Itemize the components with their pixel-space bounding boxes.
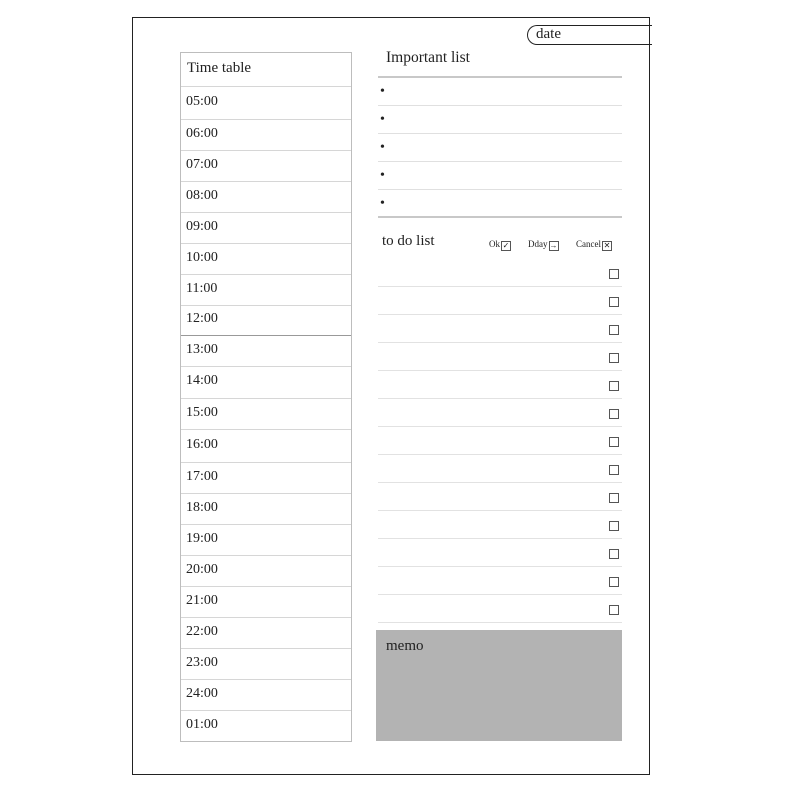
todo-checkbox[interactable]: [609, 465, 619, 475]
legend-mark-icon: →: [549, 241, 558, 250]
time-slot-label: 14:00: [186, 373, 218, 388]
time-slot-label: 19:00: [186, 531, 218, 546]
todo-row[interactable]: [378, 595, 622, 623]
time-table: [180, 52, 352, 742]
time-table-title: Time table: [187, 60, 252, 76]
time-slot-row[interactable]: [181, 429, 351, 462]
time-slot-row[interactable]: [181, 679, 351, 710]
time-slot-row[interactable]: [181, 366, 351, 398]
todo-row[interactable]: [378, 287, 622, 315]
todo-checkbox[interactable]: [609, 577, 619, 587]
time-slot-label: 12:00: [186, 311, 218, 326]
time-slot-row[interactable]: [181, 398, 351, 429]
legend-label: Dday: [528, 239, 548, 249]
todo-checkbox[interactable]: [609, 353, 619, 363]
time-slot-row[interactable]: [181, 648, 351, 679]
important-list-item[interactable]: [378, 162, 622, 190]
time-slot-row[interactable]: [181, 710, 351, 741]
todo-row[interactable]: [378, 371, 622, 399]
memo-title: memo: [386, 638, 424, 654]
todo-list-title: to do list: [382, 233, 435, 249]
time-slot-row[interactable]: [181, 617, 351, 648]
todo-checkbox[interactable]: [609, 437, 619, 447]
time-slot-label: 11:00: [186, 281, 218, 296]
time-slot-label: 16:00: [186, 437, 218, 452]
time-slot-label: 23:00: [186, 655, 218, 670]
time-slot-label: 09:00: [186, 219, 218, 234]
todo-row[interactable]: [378, 315, 622, 343]
legend-label: Ok: [489, 239, 500, 249]
legend-mark-icon: ✕: [603, 241, 611, 250]
time-slot-label: 13:00: [186, 342, 218, 357]
date-label: date: [536, 26, 561, 42]
time-slot-row[interactable]: [181, 86, 351, 119]
todo-checkbox[interactable]: [609, 605, 619, 615]
legend-ok: [489, 239, 511, 251]
important-list-item[interactable]: [378, 134, 622, 162]
time-slot-row[interactable]: [181, 181, 351, 212]
time-slot-row[interactable]: [181, 212, 351, 243]
time-slot-row[interactable]: [181, 150, 351, 181]
legend-dday: [528, 239, 559, 251]
bullet-point: •: [380, 196, 385, 211]
important-list-item[interactable]: [378, 106, 622, 134]
todo-checkbox[interactable]: [609, 269, 619, 279]
time-slot-row[interactable]: [181, 335, 351, 366]
time-slot-label: 01:00: [186, 717, 218, 732]
todo-row[interactable]: [378, 483, 622, 511]
todo-checkbox[interactable]: [609, 297, 619, 307]
todo-checkbox[interactable]: [609, 493, 619, 503]
time-slot-row[interactable]: [181, 493, 351, 524]
todo-row[interactable]: [378, 343, 622, 371]
time-slot-label: 24:00: [186, 686, 218, 701]
memo-box[interactable]: [376, 630, 622, 741]
todo-checkbox[interactable]: [609, 549, 619, 559]
todo-checkbox[interactable]: [609, 409, 619, 419]
time-slot-label: 10:00: [186, 250, 218, 265]
time-slot-row[interactable]: [181, 243, 351, 274]
important-list-item[interactable]: [378, 78, 622, 106]
time-slot-label: 15:00: [186, 405, 218, 420]
time-slot-row[interactable]: [181, 555, 351, 586]
time-slot-row[interactable]: [181, 305, 351, 335]
bullet-point: •: [380, 168, 385, 183]
time-slot-label: 18:00: [186, 500, 218, 515]
time-slot-label: 08:00: [186, 188, 218, 203]
todo-checkbox[interactable]: [609, 521, 619, 531]
todo-row[interactable]: [378, 259, 622, 287]
important-list-title: Important list: [386, 49, 470, 66]
todo-checkbox[interactable]: [609, 325, 619, 335]
legend-cancel: [576, 239, 612, 251]
time-slot-row[interactable]: [181, 586, 351, 617]
time-slot-label: 20:00: [186, 562, 218, 577]
time-slot-row[interactable]: [181, 524, 351, 555]
todo-row[interactable]: [378, 567, 622, 595]
time-slot-label: 07:00: [186, 157, 218, 172]
todo-row[interactable]: [378, 427, 622, 455]
bullet-point: •: [380, 84, 385, 99]
time-slot-label: 06:00: [186, 126, 218, 141]
todo-row[interactable]: [378, 399, 622, 427]
todo-row[interactable]: [378, 511, 622, 539]
time-slot-row[interactable]: [181, 119, 351, 150]
todo-checkbox[interactable]: [609, 381, 619, 391]
time-slot-label: 05:00: [186, 94, 218, 109]
time-slot-label: 17:00: [186, 469, 218, 484]
todo-row[interactable]: [378, 455, 622, 483]
legend-label: Cancel: [576, 239, 601, 249]
time-slot-label: 21:00: [186, 593, 218, 608]
important-list-bottom-rule: [378, 216, 622, 218]
time-slot-row[interactable]: [181, 462, 351, 493]
legend-mark-icon: ✓: [502, 241, 510, 250]
todo-row[interactable]: [378, 539, 622, 567]
date-field[interactable]: [527, 25, 652, 45]
important-list-item[interactable]: [378, 190, 622, 218]
bullet-point: •: [380, 112, 385, 127]
time-slot-label: 22:00: [186, 624, 218, 639]
time-slot-row[interactable]: [181, 274, 351, 305]
bullet-point: •: [380, 140, 385, 155]
